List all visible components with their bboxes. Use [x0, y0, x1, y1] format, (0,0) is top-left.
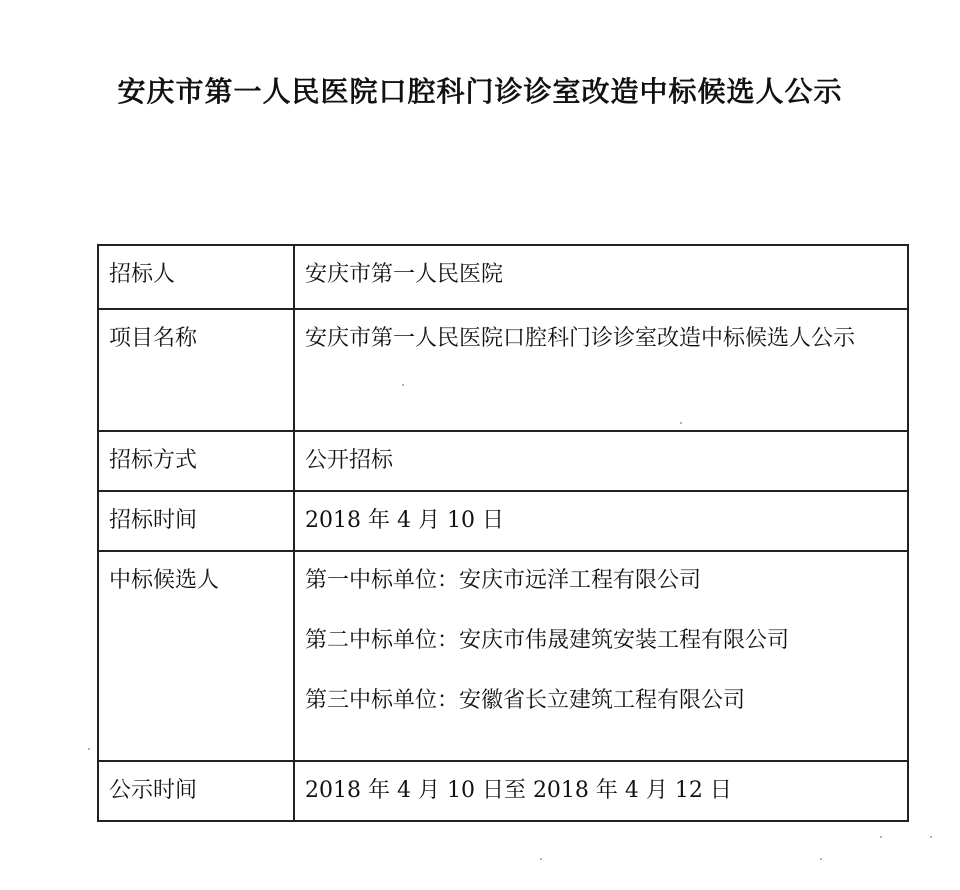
scan-speck	[540, 858, 542, 860]
scan-speck	[880, 836, 882, 838]
page-title: 安庆市第一人民医院口腔科门诊诊室改造中标候选人公示	[117, 75, 843, 108]
candidate-item: 第三中标单位：安徽省长立建筑工程有限公司	[305, 688, 746, 713]
table-row-publicity-period	[98, 761, 908, 821]
row-label: 项目名称	[98, 309, 294, 431]
row-label: 招标人	[98, 245, 294, 309]
row-label: 招标时间	[98, 491, 294, 551]
scan-speck	[680, 422, 682, 424]
scan-speck	[402, 384, 404, 386]
row-label: 招标方式	[98, 431, 294, 491]
row-value: 2018 年 4 月 10 日	[294, 491, 908, 551]
candidate-list	[294, 551, 908, 761]
row-value: 安庆市第一人民医院口腔科门诊诊室改造中标候选人公示	[305, 326, 856, 351]
candidate-item: 第二中标单位：安庆市伟晟建筑安装工程有限公司	[305, 628, 790, 653]
candidate-item: 第一中标单位：安庆市远洋工程有限公司	[305, 568, 702, 593]
row-value-cell	[294, 309, 908, 431]
table-row-tender-method	[98, 431, 908, 491]
scan-speck	[88, 748, 90, 750]
row-value: 安庆市第一人民医院	[294, 245, 908, 309]
scan-speck	[930, 836, 932, 838]
row-value: 2018 年 4 月 10 日至 2018 年 4 月 12 日	[294, 761, 908, 821]
table-row-candidates	[98, 551, 908, 761]
scan-speck	[820, 858, 822, 860]
table-row-project-name	[98, 309, 908, 431]
table-row-tender-date	[98, 491, 908, 551]
row-label: 中标候选人	[98, 551, 294, 761]
row-label: 公示时间	[98, 761, 294, 821]
table-row-tenderer	[98, 245, 908, 309]
row-value: 公开招标	[294, 431, 908, 491]
notice-table	[97, 244, 909, 822]
